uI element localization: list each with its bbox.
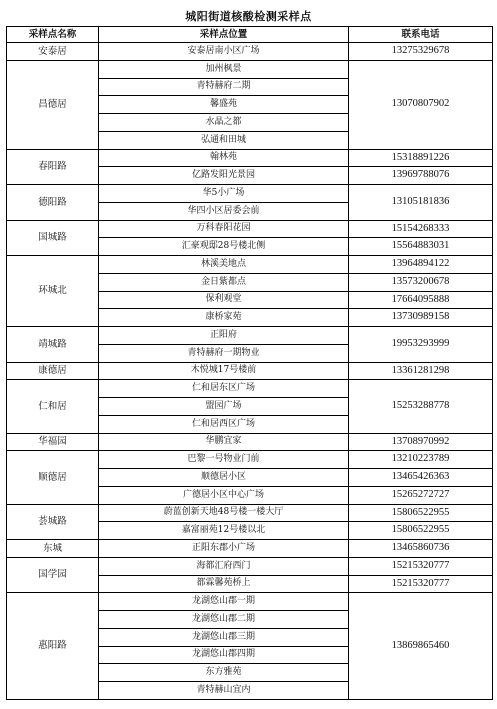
site-location: 蔚蓝创新天地48号楼一楼大厅	[99, 504, 349, 522]
table-row	[7, 60, 493, 78]
contact-phone: 13105181836	[349, 185, 493, 221]
contact-phone: 15154268333	[349, 220, 493, 238]
contact-phone: 13964894122	[349, 256, 493, 274]
site-location: 保利观堂	[99, 291, 349, 309]
contact-phone: 13730989158	[349, 309, 493, 327]
site-location: 青特赫山宜内	[99, 682, 349, 700]
contact-phone: 19953293999	[349, 327, 493, 363]
site-location: 万科春阳花园	[99, 220, 349, 238]
page-title: 城阳街道核酸检测采样点	[185, 10, 312, 23]
site-location: 顺德居小区	[99, 469, 349, 487]
site-location: 汇豪观邸28号楼北侧	[99, 238, 349, 256]
site-location: 安泰居南小区广场	[99, 43, 349, 61]
site-location: 馨盛苑	[99, 96, 349, 114]
contact-phone: 13573200678	[349, 273, 493, 291]
contact-phone: 13275329678	[349, 43, 493, 61]
site-location: 加州枫景	[99, 60, 349, 78]
table-row	[7, 433, 493, 451]
contact-phone: 13869865460	[349, 593, 493, 700]
table-row	[7, 43, 493, 61]
header-site-name: 采样点名称	[7, 27, 99, 43]
contact-phone: 15564883031	[349, 238, 493, 256]
contact-phone: 13708970992	[349, 433, 493, 451]
header-phone: 联系电话	[349, 27, 493, 43]
site-location: 华鹏宜家	[99, 433, 349, 451]
contact-phone: 13361281298	[349, 362, 493, 380]
site-location: 青特赫府一期物业	[99, 344, 349, 362]
site-location: 翰林苑	[99, 149, 349, 167]
site-group-name: 顺德居	[7, 451, 99, 504]
table-row	[7, 451, 493, 469]
header-site-location: 采样点位置	[99, 27, 349, 43]
table-row	[7, 504, 493, 522]
site-location: 嘉富丽苑12号楼以北	[99, 522, 349, 540]
contact-phone: 15253288778	[349, 380, 493, 433]
table-row	[7, 540, 493, 558]
table-row	[7, 380, 493, 398]
site-location: 盟园广场	[99, 398, 349, 416]
contact-phone: 15806522955	[349, 504, 493, 522]
contact-phone: 15318891226	[349, 149, 493, 167]
site-location: 巴黎一号物业门前	[99, 451, 349, 469]
contact-phone: 15265272727	[349, 486, 493, 504]
site-location: 仁和居西区广场	[99, 415, 349, 433]
contact-phone: 13070807902	[349, 60, 493, 149]
site-group-name: 靖城路	[7, 327, 99, 363]
site-location: 木悦城17号楼前	[99, 362, 349, 380]
site-group-name: 环城北	[7, 256, 99, 327]
site-location: 龙湖悠山郡三期	[99, 628, 349, 646]
contact-phone: 13210223789	[349, 451, 493, 469]
site-group-name: 惠阳路	[7, 593, 99, 700]
contact-phone: 13465426363	[349, 469, 493, 487]
contact-phone: 15215320777	[349, 575, 493, 593]
contact-phone: 15215320777	[349, 557, 493, 575]
sampling-sites-table	[6, 26, 493, 700]
site-location: 龙湖悠山郡一期	[99, 593, 349, 611]
table-row	[7, 557, 493, 575]
site-location: 仁和居东区广场	[99, 380, 349, 398]
contact-phone: 17664095888	[349, 291, 493, 309]
site-location: 东方雅苑	[99, 664, 349, 682]
site-location: 都霖馨苑桥上	[99, 575, 349, 593]
site-group-name: 昌德居	[7, 60, 99, 149]
site-group-name: 国学园	[7, 557, 99, 593]
site-group-name: 华福园	[7, 433, 99, 451]
contact-phone: 15806522955	[349, 522, 493, 540]
site-location: 华四小区居委会前	[99, 202, 349, 220]
table-row	[7, 220, 493, 238]
site-location: 弘通和田城	[99, 131, 349, 149]
contact-phone: 13465860736	[349, 540, 493, 558]
site-location: 华5小广场	[99, 185, 349, 203]
site-location: 广德居小区中心广场	[99, 486, 349, 504]
table-row	[7, 593, 493, 611]
site-location: 亿路发阳光景园	[99, 167, 349, 185]
site-group-name: 春阳路	[7, 149, 99, 185]
site-group-name: 安泰居	[7, 43, 99, 61]
site-location: 龙湖悠山郡四期	[99, 646, 349, 664]
site-location: 海都汇府西门	[99, 557, 349, 575]
site-location: 金日紫都点	[99, 273, 349, 291]
site-location: 正阳府	[99, 327, 349, 345]
site-location: 康桥家苑	[99, 309, 349, 327]
site-group-name: 荟城路	[7, 504, 99, 540]
table-row	[7, 185, 493, 203]
table-row	[7, 362, 493, 380]
site-location: 正阳东郡小广场	[99, 540, 349, 558]
site-location: 龙湖悠山郡二期	[99, 611, 349, 629]
contact-phone: 13969788076	[349, 167, 493, 185]
site-group-name: 国城路	[7, 220, 99, 256]
table-row	[7, 327, 493, 345]
site-location: 水晶之都	[99, 114, 349, 132]
site-group-name: 仁和居	[7, 380, 99, 433]
table-row	[7, 149, 493, 167]
site-group-name: 德阳路	[7, 185, 99, 221]
site-group-name: 康德居	[7, 362, 99, 380]
header-row	[7, 27, 493, 43]
site-location: 林溪美地点	[99, 256, 349, 274]
site-group-name: 东城	[7, 540, 99, 558]
site-location: 青特赫府二期	[99, 78, 349, 96]
table-row	[7, 256, 493, 274]
